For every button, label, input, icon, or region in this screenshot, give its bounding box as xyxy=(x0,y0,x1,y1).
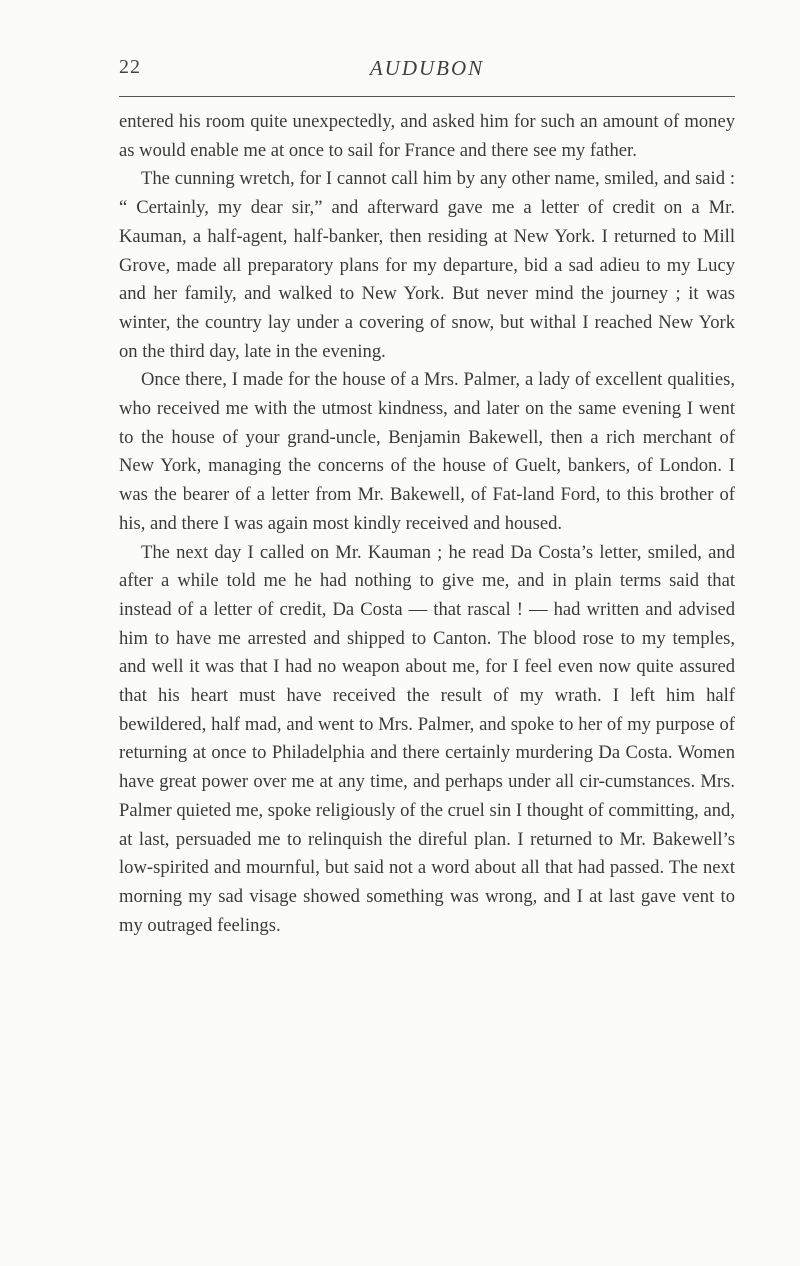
paragraph: Once there, I made for the house of a Mrs. Palmer, a lady of excellent qualities, who received me with the utmost kindness, and later on the same evening I went to the house of your grand-uncle, Benjamin Bakewell, then a rich merchant of New York, managing the concerns of the house of Guelt, bankers, of London. I was the bearer of a letter from Mr. Bakewell, of Fat-land Ford, to this brother of his, and there I was again most kindly received and housed. xyxy=(119,369,735,534)
running-head xyxy=(119,56,735,96)
paragraph: The next day I called on Mr. Kauman ; he read Da Costa’s letter, smiled, and after a while told me he had nothing to give me, and in plain terms said that instead of a letter of credit, Da Costa — that rascal ! — had written and advised him to have me arrested and shipped to Canton. The blood rose to my temples, and well it was that I had no weapon about me, for I feel even now quite assured that his heart must have received the result of my wrath. I left him half bewildered, half mad, and went to Mrs. Palmer, and spoke to her of my purpose of returning at once to Philadelphia and there certainly murdering Da Costa. Women have great power over me at any time, and perhaps under all cir-cumstances. Mrs. Palmer quieted me, spoke religiously of the cruel sin I thought of committing, and, at last, persuaded me to relinquish the direful plan. I returned to Mr. Bakewell’s low-spirited and mournful, but said not a word about all that had passed. The next morning my sad visage showed something was wrong, and I at last gave vent to my outraged feelings. xyxy=(119,541,735,936)
page-number: 22 xyxy=(119,56,141,78)
body-text xyxy=(119,108,735,940)
paragraph-continuation: entered his room quite unexpectedly, and asked him for such an amount of money as would enable me at once to sail for France and there see my father. xyxy=(119,111,735,161)
running-title: AUDUBON xyxy=(369,56,485,80)
paragraph: The cunning wretch, for I cannot call him by any other name, smiled, and said : “ Certainly, my dear sir,” and afterward gave me a letter of credit on a Mr. Kauman, a half-agent, half-banker, then residing at New York. I returned to Mill Grove, made all preparatory plans for my departure, bid a sad adieu to my Lucy and her family, and walked to New York. But never mind the journey ; it was winter, the country lay under a covering of snow, but withal I reached New York on the third day, late in the evening. xyxy=(119,168,735,362)
header-rule xyxy=(119,96,735,97)
